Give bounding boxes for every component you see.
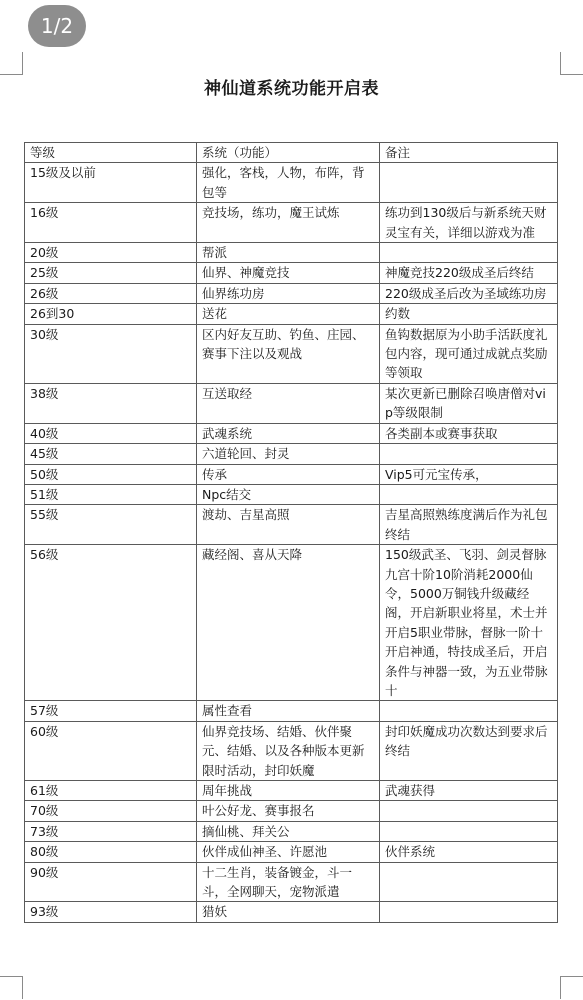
cell-note: [380, 801, 558, 821]
cell-note: [380, 701, 558, 721]
cell-system: 仙界练功房: [197, 283, 380, 303]
cell-system: 属性查看: [197, 701, 380, 721]
table-header-row: [25, 143, 558, 163]
cell-system: 互送取经: [197, 383, 380, 423]
table-row: [25, 163, 558, 203]
table-row: [25, 383, 558, 423]
cell-note: 封印妖魔成功次数达到要求后终结: [380, 721, 558, 780]
table-row: [25, 484, 558, 504]
cell-system: 周年挑战: [197, 781, 380, 801]
cell-system: 十二生肖，装备镀金，斗一斗，全网聊天，宠物派遣: [197, 862, 380, 902]
cell-level: 90级: [25, 862, 197, 902]
table-row: [25, 423, 558, 443]
crop-mark-bottom-left: [0, 976, 23, 999]
cell-level: 60级: [25, 721, 197, 780]
cell-system: 区内好友互助、钓鱼、庄园、赛事下注以及观战: [197, 324, 380, 383]
crop-mark-top-right: [560, 52, 583, 75]
cell-system: 伙伴成仙神圣、许愿池: [197, 842, 380, 862]
table-row: [25, 862, 558, 902]
table-row: [25, 263, 558, 283]
cell-system: 猎妖: [197, 902, 380, 922]
header-level: 等级: [25, 143, 197, 163]
cell-system: 叶公好龙、赛事报名: [197, 801, 380, 821]
table-row: [25, 801, 558, 821]
cell-level: 40级: [25, 423, 197, 443]
table-row: [25, 304, 558, 324]
table-row: [25, 842, 558, 862]
cell-level: 16级: [25, 203, 197, 243]
crop-mark-top-left: [0, 52, 23, 75]
cell-note: 伙伴系统: [380, 842, 558, 862]
table-row: [25, 505, 558, 545]
cell-system: 竞技场，练功，魔王试炼: [197, 203, 380, 243]
cell-system: 藏经阁、喜从天降: [197, 545, 380, 701]
cell-note: 练功到130级后与新系统天财灵宝有关，详细以游戏为准: [380, 203, 558, 243]
cell-level: 30级: [25, 324, 197, 383]
cell-note: 神魔竞技220级成圣后终结: [380, 263, 558, 283]
cell-level: 15级及以前: [25, 163, 197, 203]
cell-level: 38级: [25, 383, 197, 423]
cell-level: 80级: [25, 842, 197, 862]
cell-level: 26到30: [25, 304, 197, 324]
cell-note: 约数: [380, 304, 558, 324]
feature-unlock-table: [24, 142, 558, 923]
crop-mark-bottom-right: [560, 976, 583, 999]
cell-level: 26级: [25, 283, 197, 303]
page-indicator: 1/2: [28, 5, 86, 47]
cell-note: [380, 444, 558, 464]
cell-level: 57级: [25, 701, 197, 721]
table-row: [25, 203, 558, 243]
cell-note: [380, 902, 558, 922]
cell-system: 摘仙桃、拜关公: [197, 821, 380, 841]
cell-note: 某次更新已删除召唤唐僧对vip等级限制: [380, 383, 558, 423]
table-row: [25, 721, 558, 780]
table-body: [25, 163, 558, 922]
cell-note: [380, 243, 558, 263]
cell-level: 51级: [25, 484, 197, 504]
cell-level: 61级: [25, 781, 197, 801]
cell-note: 各类副本或赛事获取: [380, 423, 558, 443]
table-row: [25, 243, 558, 263]
table-row: [25, 283, 558, 303]
cell-level: 70级: [25, 801, 197, 821]
document-title: 神仙道系统功能开启表: [204, 79, 379, 99]
cell-system: 传承: [197, 464, 380, 484]
cell-level: 56级: [25, 545, 197, 701]
cell-level: 93级: [25, 902, 197, 922]
header-system: 系统（功能）: [197, 143, 380, 163]
cell-note: [380, 862, 558, 902]
table-row: [25, 902, 558, 922]
cell-level: 55级: [25, 505, 197, 545]
cell-system: 强化，客栈，人物，布阵，背包等: [197, 163, 380, 203]
header-note: 备注: [380, 143, 558, 163]
cell-level: 50级: [25, 464, 197, 484]
cell-note: 150级武圣、飞羽、剑灵督脉九宫十阶10阶消耗2000仙令，5000万铜钱升级藏经阁，开启新职业将星，术士并开启5职业带脉，督脉一阶十开启神通，特技成圣后，开启条件与神器一致，为五业带脉十: [380, 545, 558, 701]
table-row: [25, 821, 558, 841]
cell-level: 45级: [25, 444, 197, 464]
table-row: [25, 781, 558, 801]
cell-note: [380, 163, 558, 203]
cell-note: [380, 484, 558, 504]
cell-level: 73级: [25, 821, 197, 841]
cell-note: Vip5可元宝传承，: [380, 464, 558, 484]
table-row: [25, 545, 558, 701]
cell-level: 20级: [25, 243, 197, 263]
table-row: [25, 444, 558, 464]
table-row: [25, 464, 558, 484]
cell-system: 送花: [197, 304, 380, 324]
cell-note: 吉星高照熟练度满后作为礼包终结: [380, 505, 558, 545]
cell-note: 鱼钩数据原为小助手活跃度礼包内容，现可通过成就点奖励等领取: [380, 324, 558, 383]
cell-level: 25级: [25, 263, 197, 283]
cell-system: 武魂系统: [197, 423, 380, 443]
cell-note: 武魂获得: [380, 781, 558, 801]
cell-system: 仙界竞技场、结婚、伙伴聚元、结婚、以及各种版本更新限时活动，封印妖魔: [197, 721, 380, 780]
cell-note: [380, 821, 558, 841]
cell-system: Npc结交: [197, 484, 380, 504]
table-row: [25, 324, 558, 383]
table-row: [25, 701, 558, 721]
cell-system: 帮派: [197, 243, 380, 263]
cell-system: 渡劫、吉星高照: [197, 505, 380, 545]
cell-note: 220级成圣后改为圣域练功房: [380, 283, 558, 303]
cell-system: 六道轮回、封灵: [197, 444, 380, 464]
cell-system: 仙界、神魔竞技: [197, 263, 380, 283]
